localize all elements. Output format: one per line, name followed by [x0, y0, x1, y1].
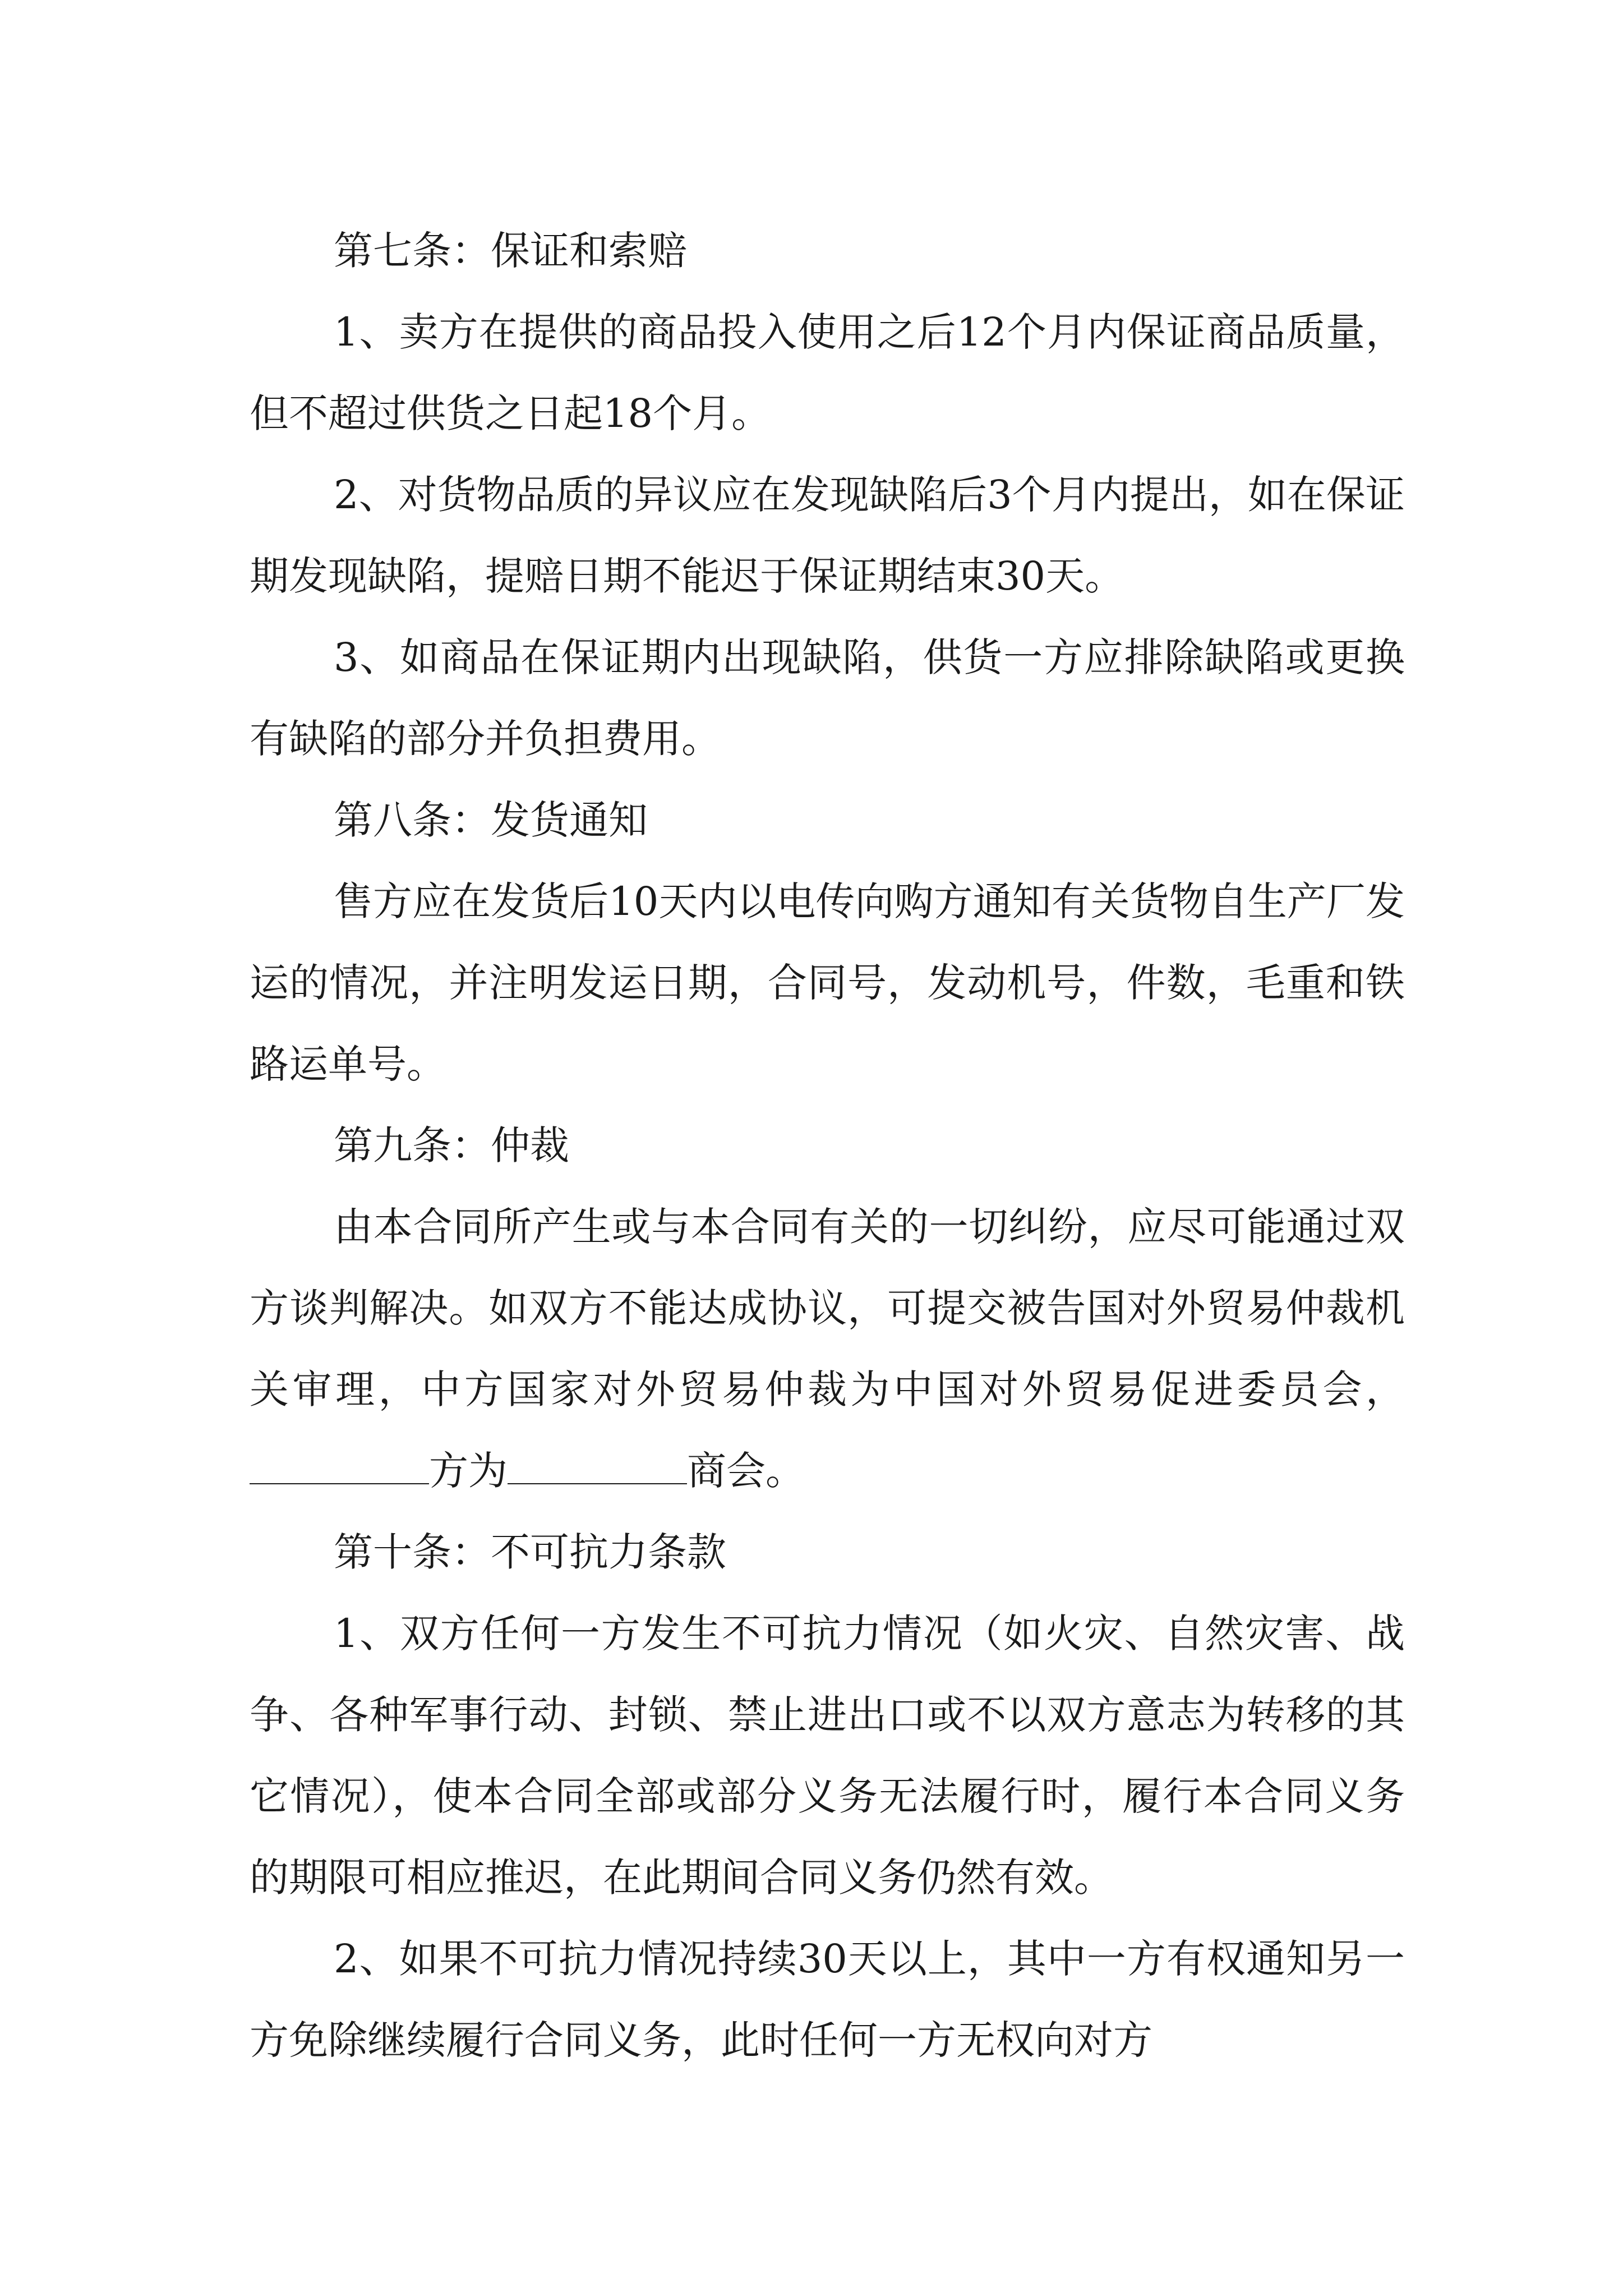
article10-clause-1: 1、双方任何一方发生不可抗力情况（如火灾、自然灾害、战争、各种军事行动、封锁、禁止进出口或不以双方意志为转移的其它情况），使本合同全部或部分义务无法履行时，履行本合同义务的期限可相应推迟，在此期间合同义务仍然有效。	[250, 1611, 1405, 1901]
article9-body-text-1: 由本合同所产生或与本合同有关的一切纠纷，应尽可能通过双方谈判解决。如双方不能达成协议，可提交被告国对外贸易仲裁机关审理，中方国家对外贸易仲裁为中国对外贸易促进委员会，	[250, 1204, 1405, 1412]
article7-clause-2: 2、对货物品质的异议应在发现缺陷后3个月内提出，如在保证期发现缺陷，提赔日期不能迟于保证期结束30天。	[250, 472, 1405, 599]
blank-field-chamber	[508, 1451, 687, 1484]
document-body	[250, 210, 1405, 2081]
article10-heading: 第十条：不可抗力条款	[334, 1529, 726, 1575]
article9-body-text-2: 方为	[429, 1448, 508, 1494]
article8-heading: 第八条：发货通知	[334, 797, 648, 843]
article8-body: 售方应在发货后10天内以电传向购方通知有关货物自生产厂发运的情况，并注明发运日期，合同号，发动机号，件数，毛重和铁路运单号。	[250, 878, 1405, 1087]
article9-heading: 第九条：仲裁	[334, 1122, 569, 1168]
blank-field-party	[250, 1451, 429, 1484]
article9-body-text-3: 商会。	[687, 1448, 805, 1494]
article10-clause-2: 2、如果不可抗力情况持续30天以上，其中一方有权通知另一方免除继续履行合同义务，此时任何一方无权向对方	[250, 1936, 1405, 2063]
article7-heading: 第七条：保证和索赔	[334, 228, 687, 274]
article9-body	[250, 1186, 1405, 1512]
article7-clause-1: 1、卖方在提供的商品投入使用之后12个月内保证商品质量，但不超过供货之日起18个月。	[250, 309, 1405, 436]
article7-clause-3: 3、如商品在保证期内出现缺陷，供货一方应排除缺陷或更换有缺陷的部分并负担费用。	[250, 634, 1405, 762]
